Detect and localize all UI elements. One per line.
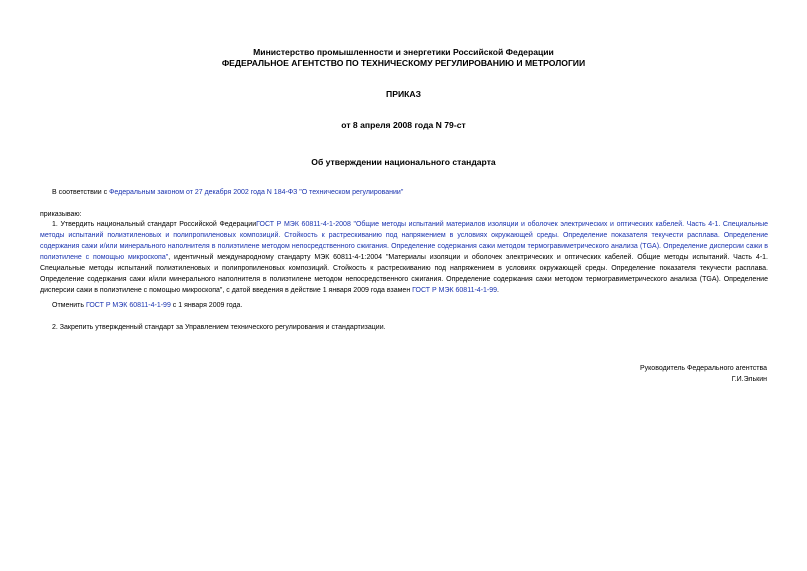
item-1-suffix: . xyxy=(497,287,499,294)
item-1-paragraph xyxy=(40,219,768,296)
document-date-number: от 8 апреля 2008 года N 79-ст xyxy=(341,120,466,130)
item-2-paragraph: 2. Закрепить утвержденный стандарт за Управлением технического регулирования и стандартизации. xyxy=(52,324,386,331)
intro-prefix: В соответствии с xyxy=(52,189,110,196)
signatory-position: Руководитель Федерального агентства xyxy=(639,365,767,372)
cancel-paragraph xyxy=(52,300,780,311)
item-1-prefix: 1. Утвердить национальный стандарт Российской Федерации xyxy=(52,221,257,228)
standard-link[interactable]: ГОСТ Р МЭК 60811-4-1-2008 "Общие методы испытаний материалов изоляции и оболочек электрических и оптических кабелей. Часть 4-1. Специальные методы испытаний полиэтиленовых и полипропиленовых композиций. Стойкость к растрескиванию под напряжением в условиях окружающей среды. Определение показателя текучести расплава. Определение содержания сажи и/или минерального наполнителя в полиэтилене методом непосредственного сжигания. Определение содержания сажи методом термогравиметрического анализа (TGA). Определение дисперсии сажи в полиэтилене с помощью микроскопа" xyxy=(40,221,768,261)
agency-heading: ФЕДЕРАЛЬНОЕ АГЕНТСТВО ПО ТЕХНИЧЕСКОМУ РЕГУЛИРОВАНИЮ И МЕТРОЛОГИИ xyxy=(221,58,586,68)
federal-law-link[interactable]: Федеральным законом от 27 декабря 2002 года N 184-ФЗ "О техническом регулировании" xyxy=(109,189,404,196)
ministry-heading: Министерство промышленности и энергетики Российской Федерации xyxy=(253,47,554,57)
command-line: приказываю: xyxy=(40,211,82,218)
document-type: ПРИКАЗ xyxy=(386,89,421,99)
replaced-standard-link[interactable]: ГОСТ Р МЭК 60811-4-1-99 xyxy=(412,287,498,294)
cancel-suffix: с 1 января 2009 года. xyxy=(170,302,243,309)
signatory-name: Г.И.Элькин xyxy=(731,376,767,383)
item-1-middle: , идентичный международному стандарту МЭК 60811-4-1:2004 "Материалы изоляции и оболочек электрических и оптических кабелей. Общие методы испытаний. Часть 4-1. Специальные методы испытаний полиэтиленовых и полипропиленовых композиций. Стойкость к растрескиванию под напряжением в условиях окружающей среды. Определение показателя текучести расплава. Определение содержания сажи и/или минерального наполнителя в полиэтилене методом непосредственного сжигания. Определение содержания сажи методом термогравиметрического анализа (TGA). Определение дисперсии сажи в полиэтилене с помощью микроскопа", с датой введения в действие 1 января 2009 года взамен xyxy=(40,254,768,294)
cancel-standard-link[interactable]: ГОСТ Р МЭК 60811-4-1-99 xyxy=(85,302,171,309)
document-subject: Об утверждении национального стандарта xyxy=(311,157,496,167)
cancel-prefix: Отменить xyxy=(52,302,86,309)
intro-paragraph xyxy=(40,187,768,198)
